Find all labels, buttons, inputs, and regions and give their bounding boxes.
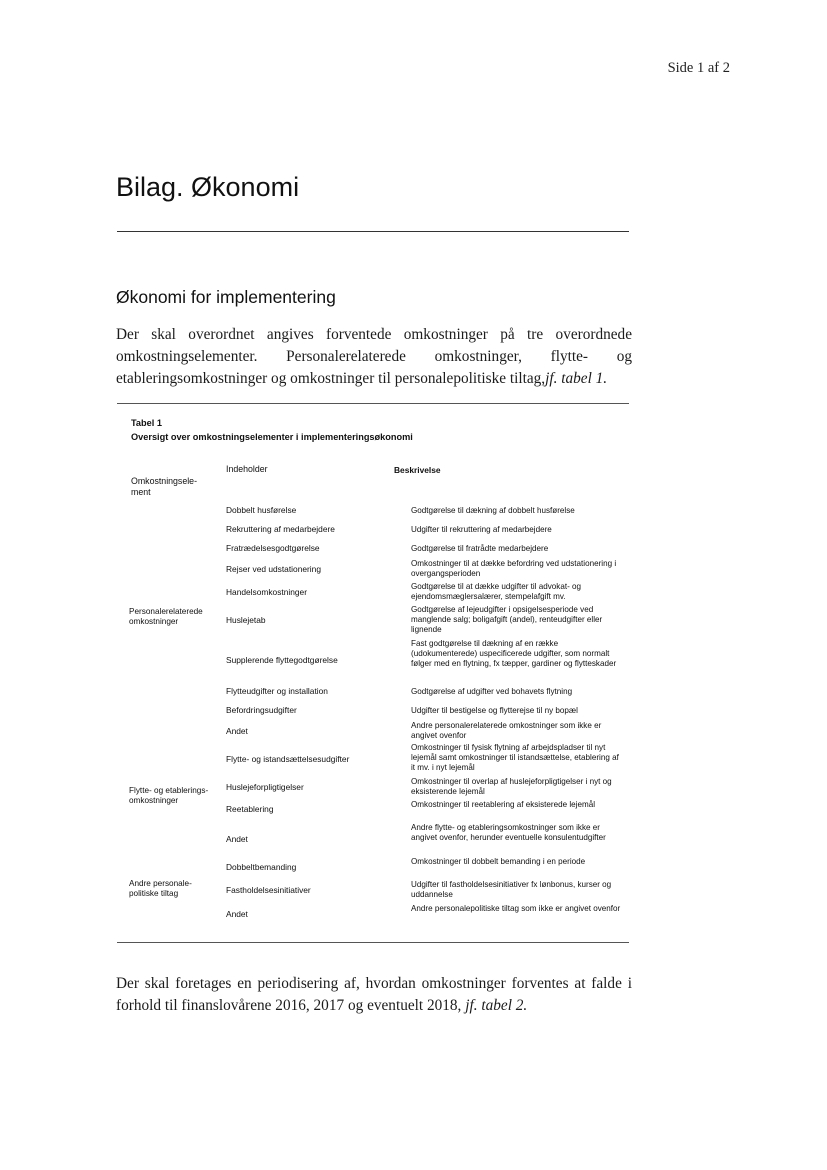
section-heading: Økonomi for implementering — [116, 287, 336, 307]
row-beskrivelse: Omkostninger til fysisk flytning af arbejdspladser til nyt lejemål samt omkostninger til istandsættelse, etablering af it mv. i nyt lejemål — [411, 743, 619, 772]
table-bottom-rule — [117, 942, 629, 943]
row-beskrivelse: Fast godtgørelse til dækning af en række (udokumenterede) uspecificerede udgifter, som normalt følger med en flytning, fx tæpper, gardiner og flytteskader — [411, 639, 617, 668]
page-number: Side 1 af 2 — [667, 60, 730, 76]
document-title: Bilag. Økonomi — [116, 172, 300, 202]
row-indeholder: Handelsomkostninger — [226, 587, 308, 597]
row-beskrivelse: Udgifter til bestigelse og flytterejse til ny bopæl — [411, 706, 578, 715]
category-personalerelaterede: Personalerelaterede omkostninger — [129, 607, 203, 626]
row-indeholder: Andet — [226, 834, 248, 844]
row-beskrivelse: Godtgørelse til fratrådte medarbejdere — [411, 544, 549, 553]
row-indeholder: Dobbeltbemanding — [226, 862, 297, 872]
row-indeholder: Huslejeforpligtigelser — [226, 782, 304, 792]
row-indeholder: Befordringsudgifter — [226, 705, 297, 715]
row-indeholder: Rejser ved udstationering — [226, 564, 321, 574]
column-header-element: Omkostningsele- ment — [131, 476, 198, 497]
column-header-indeholder: Indeholder — [226, 464, 268, 474]
row-indeholder: Flytte- og istandsættelsesudgifter — [226, 754, 350, 764]
row-indeholder: Andet — [226, 909, 248, 919]
row-indeholder: Rekruttering af medarbejdere — [226, 524, 335, 534]
row-beskrivelse: Godtgørelse til dækning af dobbelt husførelse — [411, 506, 575, 515]
intro-paragraph-reference: jf. tabel 1. — [545, 370, 608, 387]
row-beskrivelse: Omkostninger til reetablering af eksisterede lejemål — [411, 800, 595, 809]
row-indeholder: Huslejetab — [226, 615, 266, 625]
row-indeholder: Supplerende flyttegodtgørelse — [226, 655, 338, 665]
row-beskrivelse: Godtgørelse af lejeudgifter i opsigelsesperiode ved manglende salg; boligafgift (andel), renteudgifter eller lignende — [411, 605, 603, 634]
row-beskrivelse: Godtgørelse af udgifter ved bohavets flytning — [411, 687, 573, 696]
row-beskrivelse: Andre personalepolitiske tiltag som ikke er angivet ovenfor — [411, 904, 621, 913]
category-flytte-etablering: Flytte- og etablerings- omkostninger — [129, 786, 209, 805]
periodisation-paragraph-reference: jf. tabel 2. — [465, 997, 528, 1014]
row-beskrivelse: Godtgørelse til at dække udgifter til advokat- og ejendomsmæglersalærer, stempelafgift mv. — [411, 582, 582, 601]
row-beskrivelse: Omkostninger til at dække befordring ved udstationering i overgangsperioden — [411, 559, 617, 578]
row-indeholder: Flytteudgifter og installation — [226, 686, 328, 696]
table-subtitle: Oversigt over omkostningselementer i implementeringsøkonomi — [131, 432, 413, 442]
periodisation-paragraph — [116, 973, 632, 1017]
row-indeholder: Reetablering — [226, 804, 274, 814]
column-header-beskrivelse: Beskrivelse — [394, 465, 441, 475]
row-indeholder: Andet — [226, 726, 248, 736]
intro-paragraph-text: Der skal overordnet angives forventede omkostninger på tre overordnede omkostningselementer. Personalerelaterede omkostninger, flytte- og etableringsomkostninger og omkostninger til personalepolitiske tiltag, — [116, 326, 632, 387]
row-beskrivelse: Udgifter til rekruttering af medarbejdere — [411, 525, 552, 534]
category-personalepolitiske: Andre personale- politiske tiltag — [129, 879, 192, 898]
row-beskrivelse: Omkostninger til overlap af huslejeforpligtigelser i nyt og eksisterende lejemål — [411, 777, 612, 796]
row-indeholder: Fratrædelsesgodtgørelse — [226, 543, 320, 553]
row-beskrivelse: Udgifter til fastholdelsesinitiativer fx lønbonus, kurser og uddannelse — [411, 880, 612, 899]
title-divider — [117, 231, 629, 232]
row-indeholder: Dobbelt husførelse — [226, 505, 297, 515]
intro-paragraph — [116, 324, 632, 390]
cost-elements-table — [117, 404, 629, 942]
row-beskrivelse: Andre personalerelaterede omkostninger som ikke er angivet ovenfor — [411, 721, 602, 740]
periodisation-paragraph-text: Der skal foretages en periodisering af, hvordan omkostninger forventes at falde i forhold til finanslovårene 2016, 2017 og eventuelt 2018, — [116, 975, 632, 1014]
row-beskrivelse: Omkostninger til dobbelt bemanding i en periode — [411, 857, 586, 866]
table-label: Tabel 1 — [131, 418, 162, 428]
row-beskrivelse: Andre flytte- og etableringsomkostninger som ikke er angivet ovenfor, herunder eventuelle konsulentudgifter — [411, 823, 606, 842]
row-indeholder: Fastholdelsesinitiativer — [226, 885, 311, 895]
